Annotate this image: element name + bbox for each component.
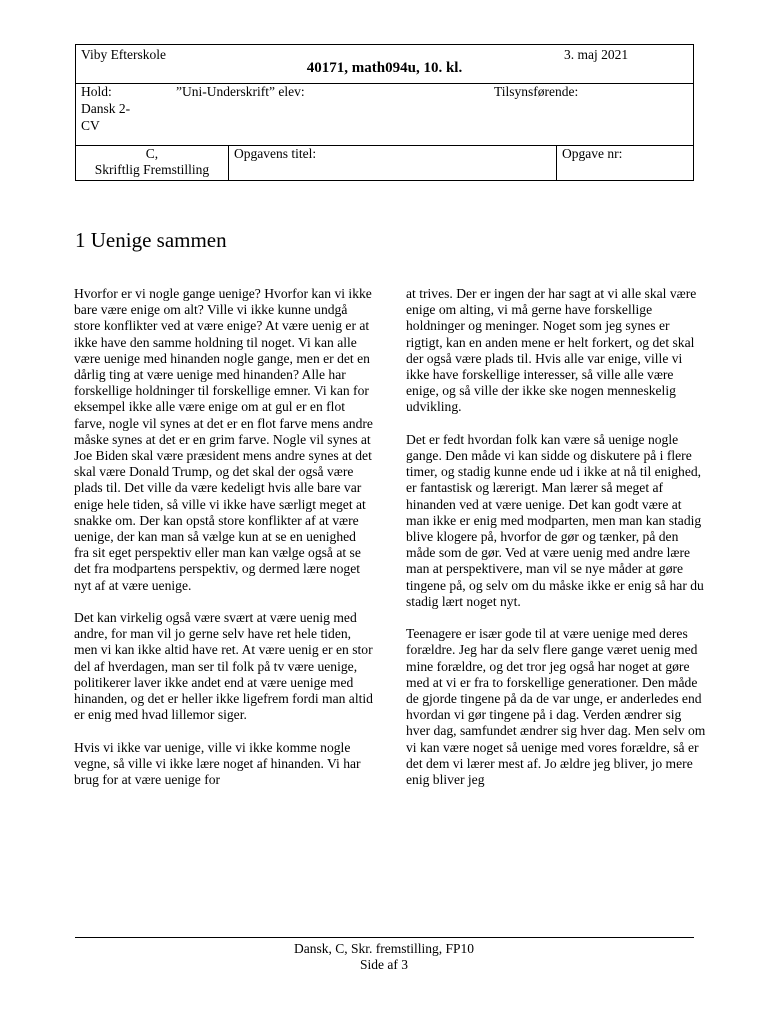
student-label: ”Uni-Underskrift” elev: — [176, 84, 305, 99]
footer-divider — [75, 937, 694, 938]
header-table — [75, 44, 694, 181]
task-number-label: Opgave nr: — [562, 146, 623, 161]
paragraph: Teenagere er især gode til at være uenige med deres forældre. Jeg har da selv flere gange været uenig med mine forældre, og det tror jeg også har noget at gøre med at vi er fra to forskellige generationer. Den måde de gjorde tingene på da de var unge, er anderledes end hvordan vi gør tingene på i dag. Verden ændrer sig hver dag, samfundet ændrer sig hver dag. Men selv om vi kan være noget så uenige med vores forældre, så er det dem vi lærer mest af. Jo ældre jeg bliver, jo mere enig bliver jeg — [406, 626, 706, 788]
date: 3. maj 2021 — [564, 47, 629, 62]
footer-page-number: Side af 3 — [360, 957, 408, 972]
paragraph: Det er fedt hvordan folk kan være så uenige nogle gange. Den måde vi kan sidde og diskutere på i flere timer, og stadig kunne ende ud i ikke at nå til enighed, er fantastisk og lærerigt. Man lærer så meget af hinanden ved at være uenige. Det kan godt være at man ikke er enig med modparten, men man kan stadig blive klogere på, hvorfor de gør og tænker, på den måde som de gør. Ved at være uenig med andre lære man at perspektivere, man vil se nye måder at gøre tingene på, og selv om du måske ikke er enig så har du stadig lært noget nyt. — [406, 431, 704, 609]
section-heading: 1 Uenige sammen — [75, 228, 227, 252]
paragraph: Det kan virkelig også være svært at være uenig med andre, for man vil jo gerne selv have ret hele tiden, men vi kan ikke altid have ret. At være uenig er en stor del af hverdagen, man ser til folk på tv være uenige, politikerer laver ikke andet end at være uenige med hinanden, og det er heller ikke ligefrem fordi man altid er enig med hvad lillemor siger. — [74, 610, 373, 723]
supervisor-label: Tilsynsførende: — [494, 84, 579, 99]
paragraph: Hvis vi ikke var uenige, ville vi ikke komme nogle vegne, så ville vi ikke lære noget af hinanden. Vi har brug for at være uenige for — [74, 739, 361, 788]
hold-label: Hold: — [81, 84, 112, 99]
task-title-cell — [229, 146, 557, 180]
right-column — [406, 286, 706, 804]
task-title-label: Opgavens titel: — [234, 146, 317, 161]
paragraph: at trives. Der er ingen der har sagt at vi alle skal være enige om alting, vi må gerne have forskellige holdninger og meninger. Noget som jeg synes er rigtigt, kan en anden mene er helt forkert, og det skal der også være plads til. Hvis alle var enige, ville vi ikke have forskellige interesser, så ville alle være enige, og så ville der ikke ske nogen menneskelig udvikling. — [406, 286, 697, 415]
header-row-task — [76, 146, 693, 180]
course-code: 40171, math094u, 10. kl. — [306, 60, 463, 76]
header-row-student — [76, 84, 693, 146]
hold-value: Dansk 2-CV — [81, 101, 131, 133]
subject-line-1: C, — [145, 146, 159, 161]
left-column — [74, 286, 374, 804]
header-row-top — [76, 45, 693, 84]
school-name: Viby Efterskole — [81, 47, 167, 62]
subject-cell — [76, 146, 229, 180]
subject-line-2: Skriftlig Fremstilling — [94, 162, 210, 177]
task-number-cell — [557, 146, 693, 180]
paragraph: Hvorfor er vi nogle gange uenige? Hvorfor kan vi ikke bare være enige om alt? Ville vi ikke kunne undgå store konflikter ved at være enige? At være uenig er at ikke have den samme holdning til noget. Vi kan alle være uenige med hinanden nogle gange, men er det en dårlig ting at være uenige med hinanden? Alle har forskellige holdninger til forskellige emner. Vi kan for eksempel ikke alle være enige om at gul er en flot farve, nogle vil synes at det er en flot farve mens andre måske synes at det er en grim farve. Nogle vil synes at Joe Biden skal være præsident mens andre synes at det skal være Donald Trump, og det skal der også være plads til. Det ville da være kedeligt hvis alle bare var enige hele tiden, så ville vi ikke have særligt meget at snakke om. Der kan opstå store konflikter af at være uenige, der kan man så vælge kun at se en uenighed fra sit eget perspektiv eller man kan vælge også at se det fra modpartens perspektiv, og dermed lære noget nyt af at være uenige. — [74, 286, 373, 593]
footer-course: Dansk, C, Skr. fremstilling, FP10 — [293, 941, 474, 956]
